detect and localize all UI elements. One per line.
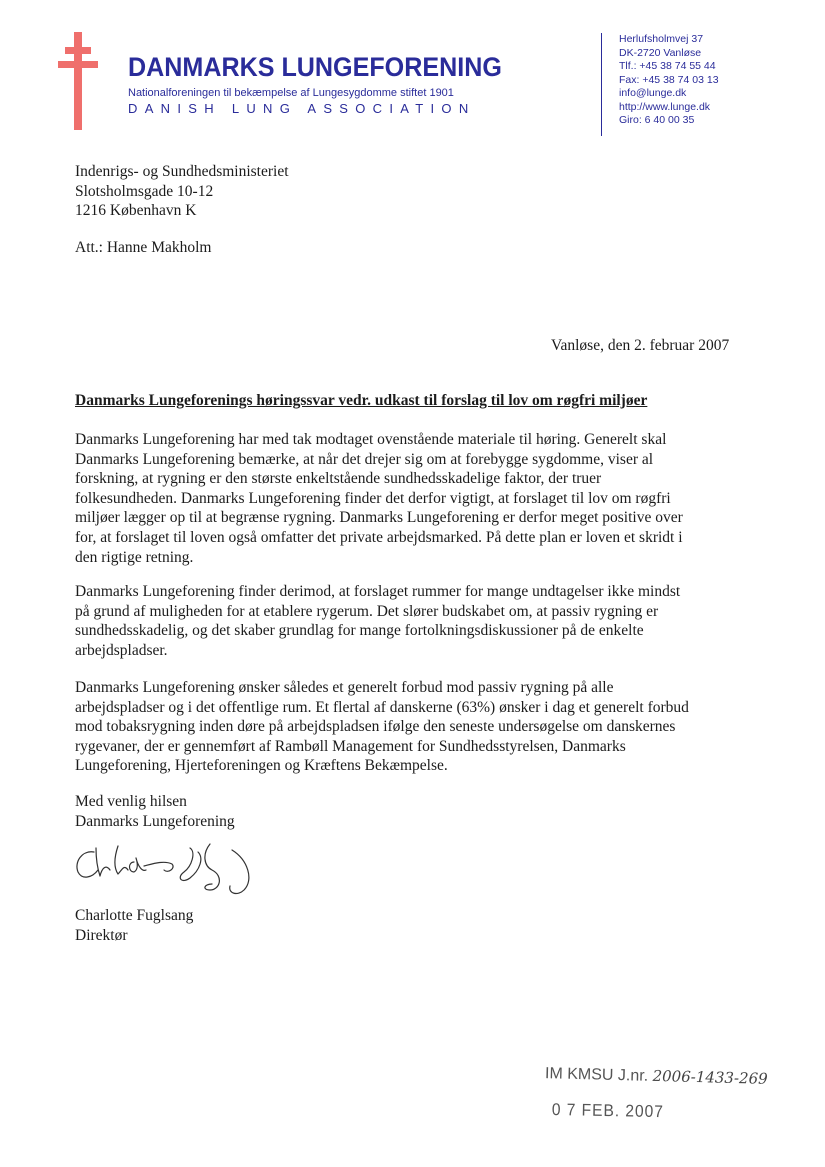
paragraph-3 — [75, 678, 755, 776]
closing-line: Danmarks Lungeforening — [75, 812, 235, 830]
recipient-line: Indenrigs- og Sundhedsministeriet — [75, 163, 289, 180]
paragraph-line: sundhedsskadelig, og det skaber grundlag for mange fortolkningsdiskussioner på de enkelte — [75, 622, 644, 640]
signer-title: Direktør — [75, 926, 128, 944]
contact-info — [619, 33, 719, 128]
paragraph-line: Danmarks Lungeforening finder derimod, at forslaget rummer for mange undtagelser ikke mindst — [75, 583, 681, 600]
paragraph-line: forskning, at rygning er den største enkeltstående sundhedsskadelige faktor, der truer — [75, 470, 602, 488]
paragraph-line: arbejdspladser og i det offentlige rum. Et flertal af danskerne (63%) ønsker i dag et generelt forbud — [75, 698, 689, 716]
organization-name: DANMARKS LUNGEFORENING — [128, 52, 502, 82]
closing — [75, 792, 235, 831]
paragraph-line: Danmarks Lungeforening bemærke, at når det drejer sig om at forebygge sygdomme, viser al — [75, 450, 654, 468]
paragraph-line: Danmarks Lungeforening har med tak modtaget ovenstående materiale til høring. Generelt skal — [75, 431, 667, 448]
contact-email: info@lunge.dk — [619, 87, 687, 99]
contact-postcode: DK-2720 Vanløse — [619, 46, 702, 59]
paragraph-2 — [75, 582, 755, 660]
letter-subject: Danmarks Lungeforenings høringssvar vedr. udkast til forslag til lov om røgfri miljøer — [75, 392, 648, 409]
paragraph-line: miljøer lægger op til at begrænse rygning. Danmarks Lungeforening er derfor meget positive over — [75, 509, 683, 527]
contact-phone: Tlf.: +45 38 74 55 44 — [619, 60, 716, 72]
paragraph-line: på grund af muligheden for at etablere rygerum. Det slører budskabet om, at passiv rygning er — [75, 602, 659, 620]
attention-text: Att.: Hanne Makholm — [75, 239, 212, 256]
paragraph-line: den rigtige retning. — [75, 548, 194, 566]
letter-date: Vanløse, den 2. februar 2007 — [551, 337, 730, 354]
paragraph-line: Lungeforening, Hjerteforeningen og Kræftens Bekæmpelse. — [75, 757, 448, 775]
paragraph-line: rygevaner, der er gennemført af Rambøll Management for Sundhedsstyrelsen, Danmarks — [75, 737, 626, 755]
signer-block — [75, 906, 193, 945]
journal-number-handwritten: 2006-1433-269 — [652, 1066, 768, 1088]
contact-website: http://www.lunge.dk — [619, 100, 711, 113]
organization-english-name: DANISH LUNG ASSOCIATION — [128, 101, 476, 116]
signer-name: Charlotte Fuglsang — [75, 907, 194, 924]
attention-line — [75, 238, 211, 258]
journal-number-label: IM KMSU J.nr. — [544, 1065, 649, 1085]
paragraph-line: Danmarks Lungeforening ønsker således et generelt forbud mod passiv rygning på alle — [75, 679, 614, 696]
paragraph-line: arbejdspladser. — [75, 641, 168, 659]
contact-address: Herlufsholmvej 37 — [619, 33, 704, 45]
recipient-address — [75, 162, 289, 221]
paragraph-line: for, at forslaget til loven også omfatter det private arbejdsmarked. På dette plan er loven et skridt i — [75, 528, 683, 546]
contact-fax: Fax: +45 38 74 03 13 — [619, 73, 719, 86]
organization-tagline: Nationalforeningen til bekæmpelse af Lungesygdomme stiftet 1901 — [128, 87, 454, 99]
paragraph-line: folkesundheden. Danmarks Lungeforening finder det derfor vigtigt, at forslaget til lov om røgfri — [75, 489, 671, 507]
contact-giro: Giro: 6 40 00 35 — [619, 114, 695, 126]
contact-divider — [601, 33, 602, 136]
paragraph-1 — [75, 430, 755, 567]
journal-stamp — [545, 1064, 768, 1089]
paragraph-line: mod tobaksrygning inden døre på arbejdspladsen ifølge den seneste undersøgelse om danskernes — [75, 718, 676, 736]
handwritten-signature — [72, 840, 277, 900]
received-date-stamp: 0 7 FEB. 2007 — [551, 1100, 664, 1122]
closing-line: Med venlig hilsen — [75, 793, 187, 810]
double-barred-cross-icon — [58, 32, 98, 130]
recipient-line: 1216 København K — [75, 202, 197, 219]
recipient-line: Slotsholmsgade 10-12 — [75, 182, 214, 200]
